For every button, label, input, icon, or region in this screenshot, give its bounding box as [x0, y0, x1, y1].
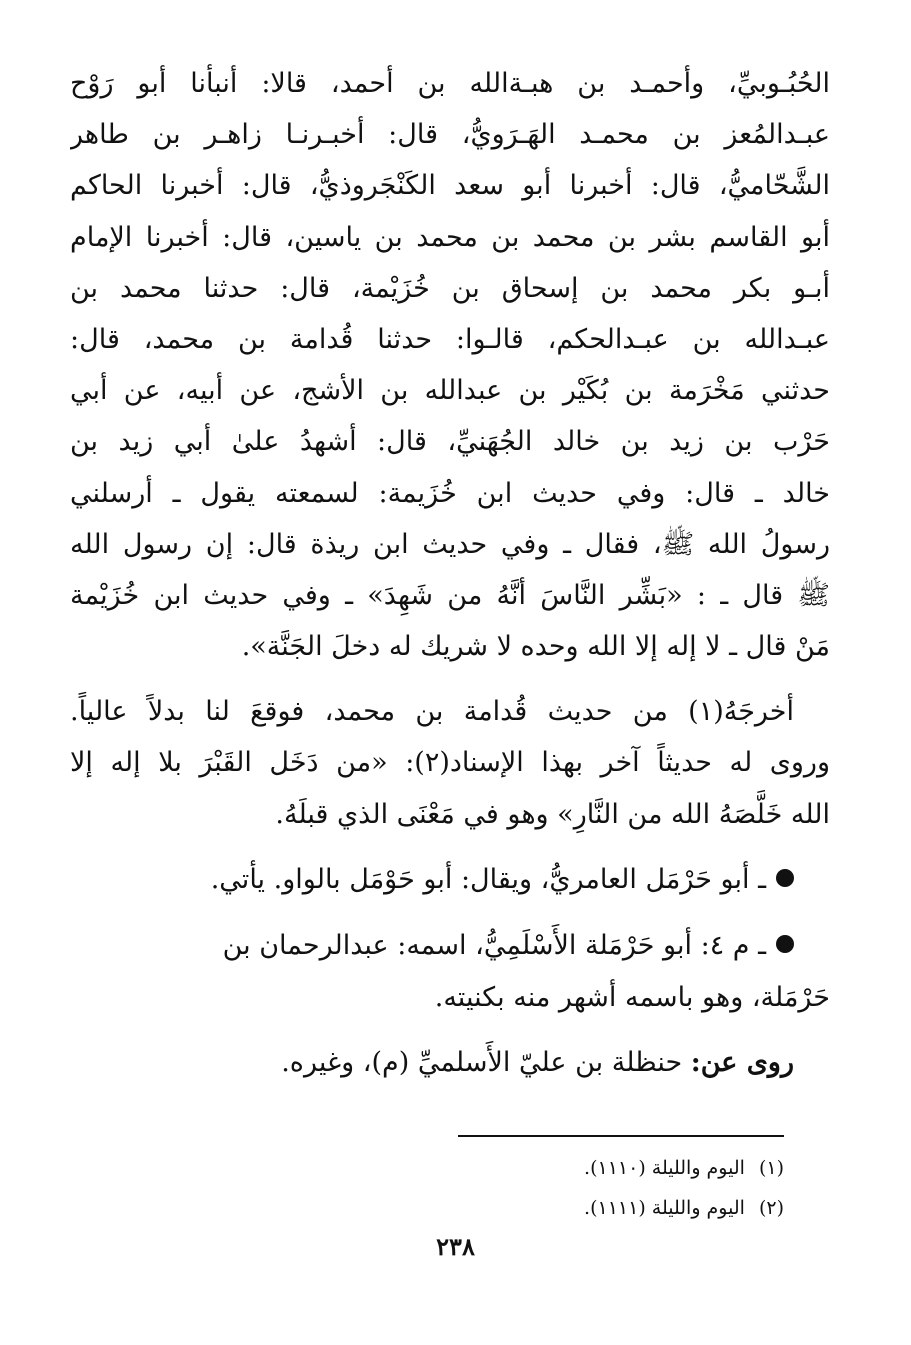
text-line: عبـدالله بن عبـدالحكم، قالـوا: حدثنا قُدامة بن محمد، قال:	[70, 323, 830, 355]
footnote-text: اليوم والليلة (١١١٠).	[584, 1157, 745, 1179]
text-line: عبـدالمُعز بن محمـد الهَـرَويُّ، قال: أخبـرنـا زاهـر بن طاهر	[70, 119, 830, 151]
text-line: الشَّحّاميُّ، قال: أخبرنا أبو سعد الكَنْجَروذيُّ، قال: أخبرنا الحاكم	[70, 170, 830, 202]
text-line: حَرْمَلة، وهو باسمه أشهر منه بكنيته.	[434, 981, 830, 1013]
page-content	[70, 58, 830, 1089]
narrated-from-line	[70, 1037, 830, 1089]
bullet-icon	[776, 869, 794, 887]
page-number: ٢٣٨	[436, 1232, 475, 1261]
text-line: أبو القاسم بشر بن محمد بن محمد بن ياسين، قال: أخبرنا الإمام	[70, 221, 830, 253]
narrated-text: حنظلة بن عليّ الأَسلميِّ (م)، وغيره.	[281, 1047, 691, 1078]
footnotes	[284, 1148, 784, 1228]
text-line: مَنْ قال ـ لا إله إلا الله وحده لا شريك له دخلَ الجَنَّة».	[241, 631, 830, 663]
footnote	[284, 1148, 784, 1188]
footnote	[284, 1188, 784, 1228]
text-line	[70, 920, 830, 972]
text-line: رسولُ الله ﷺ، فقال ـ وفي حديث ابن ريذة قال: إن رسول الله	[70, 528, 830, 560]
takhrij-paragraph	[70, 686, 830, 840]
entry-bullet	[70, 854, 830, 906]
footnote-text: اليوم والليلة (١١١١).	[584, 1197, 745, 1219]
bullet-icon	[776, 935, 794, 953]
text-line: الحُبُـوبيِّ، وأحمـد بن هبـةالله بن أحمد، قالا: أنبأنا أبو رَوْح	[70, 68, 830, 99]
footnote-number: (١)	[758, 1157, 784, 1179]
main-paragraph	[70, 58, 830, 672]
entry-bullet	[70, 920, 830, 1023]
text-line: حَرْب بن زيد بن خالد الجُهَنيِّ، قال: أشهدُ علىٰ أبي زيد بن	[70, 426, 830, 458]
text-line: أبـو بكر محمد بن إسحاق بن خُزَيْمة، قال: حدثنا محمد بن	[70, 272, 830, 304]
text-line: وروى له حديثاً آخر بهذا الإسناد(٢): «من دَخَل القَبْرَ بلا إله إلا	[70, 747, 830, 779]
entry-text: ـ م ٤: أبو حَرْمَلة الأَسْلَمِيُّ، اسمه: عبدالرحمان بن	[222, 929, 766, 961]
text-line: حدثني مَخْرَمة بن بُكَيْر بن عبدالله بن الأشج، عن أبيه، عن أبي	[70, 375, 830, 407]
narrated-label: روى عن:	[690, 1047, 794, 1078]
footnote-number: (٢)	[758, 1197, 784, 1219]
text-line: الله خَلَّصَهُ الله من النَّارِ» وهو في مَعْنَى الذي قبلَهُ.	[275, 798, 830, 830]
text-line: خالد ـ قال: وفي حديث ابن خُزَيمة: لسمعته يقول ـ أرسلني	[70, 477, 830, 509]
text-line: ﷺ قال ـ : «بَشِّر النَّاسَ أنَّهُ من شَهِدَ» ـ وفي حديث ابن خُزَيْمة	[70, 579, 830, 611]
footnote-separator	[458, 1135, 784, 1137]
entry-text: ـ أبو حَرْمَل العامريُّ، ويقال: أبو حَوْمَل بالواو. يأتي.	[210, 863, 766, 895]
text-line: أخرجَهُ(١) من حديث قُدامة بن محمد، فوقعَ لنا بدلاً عالياً.	[70, 696, 794, 728]
